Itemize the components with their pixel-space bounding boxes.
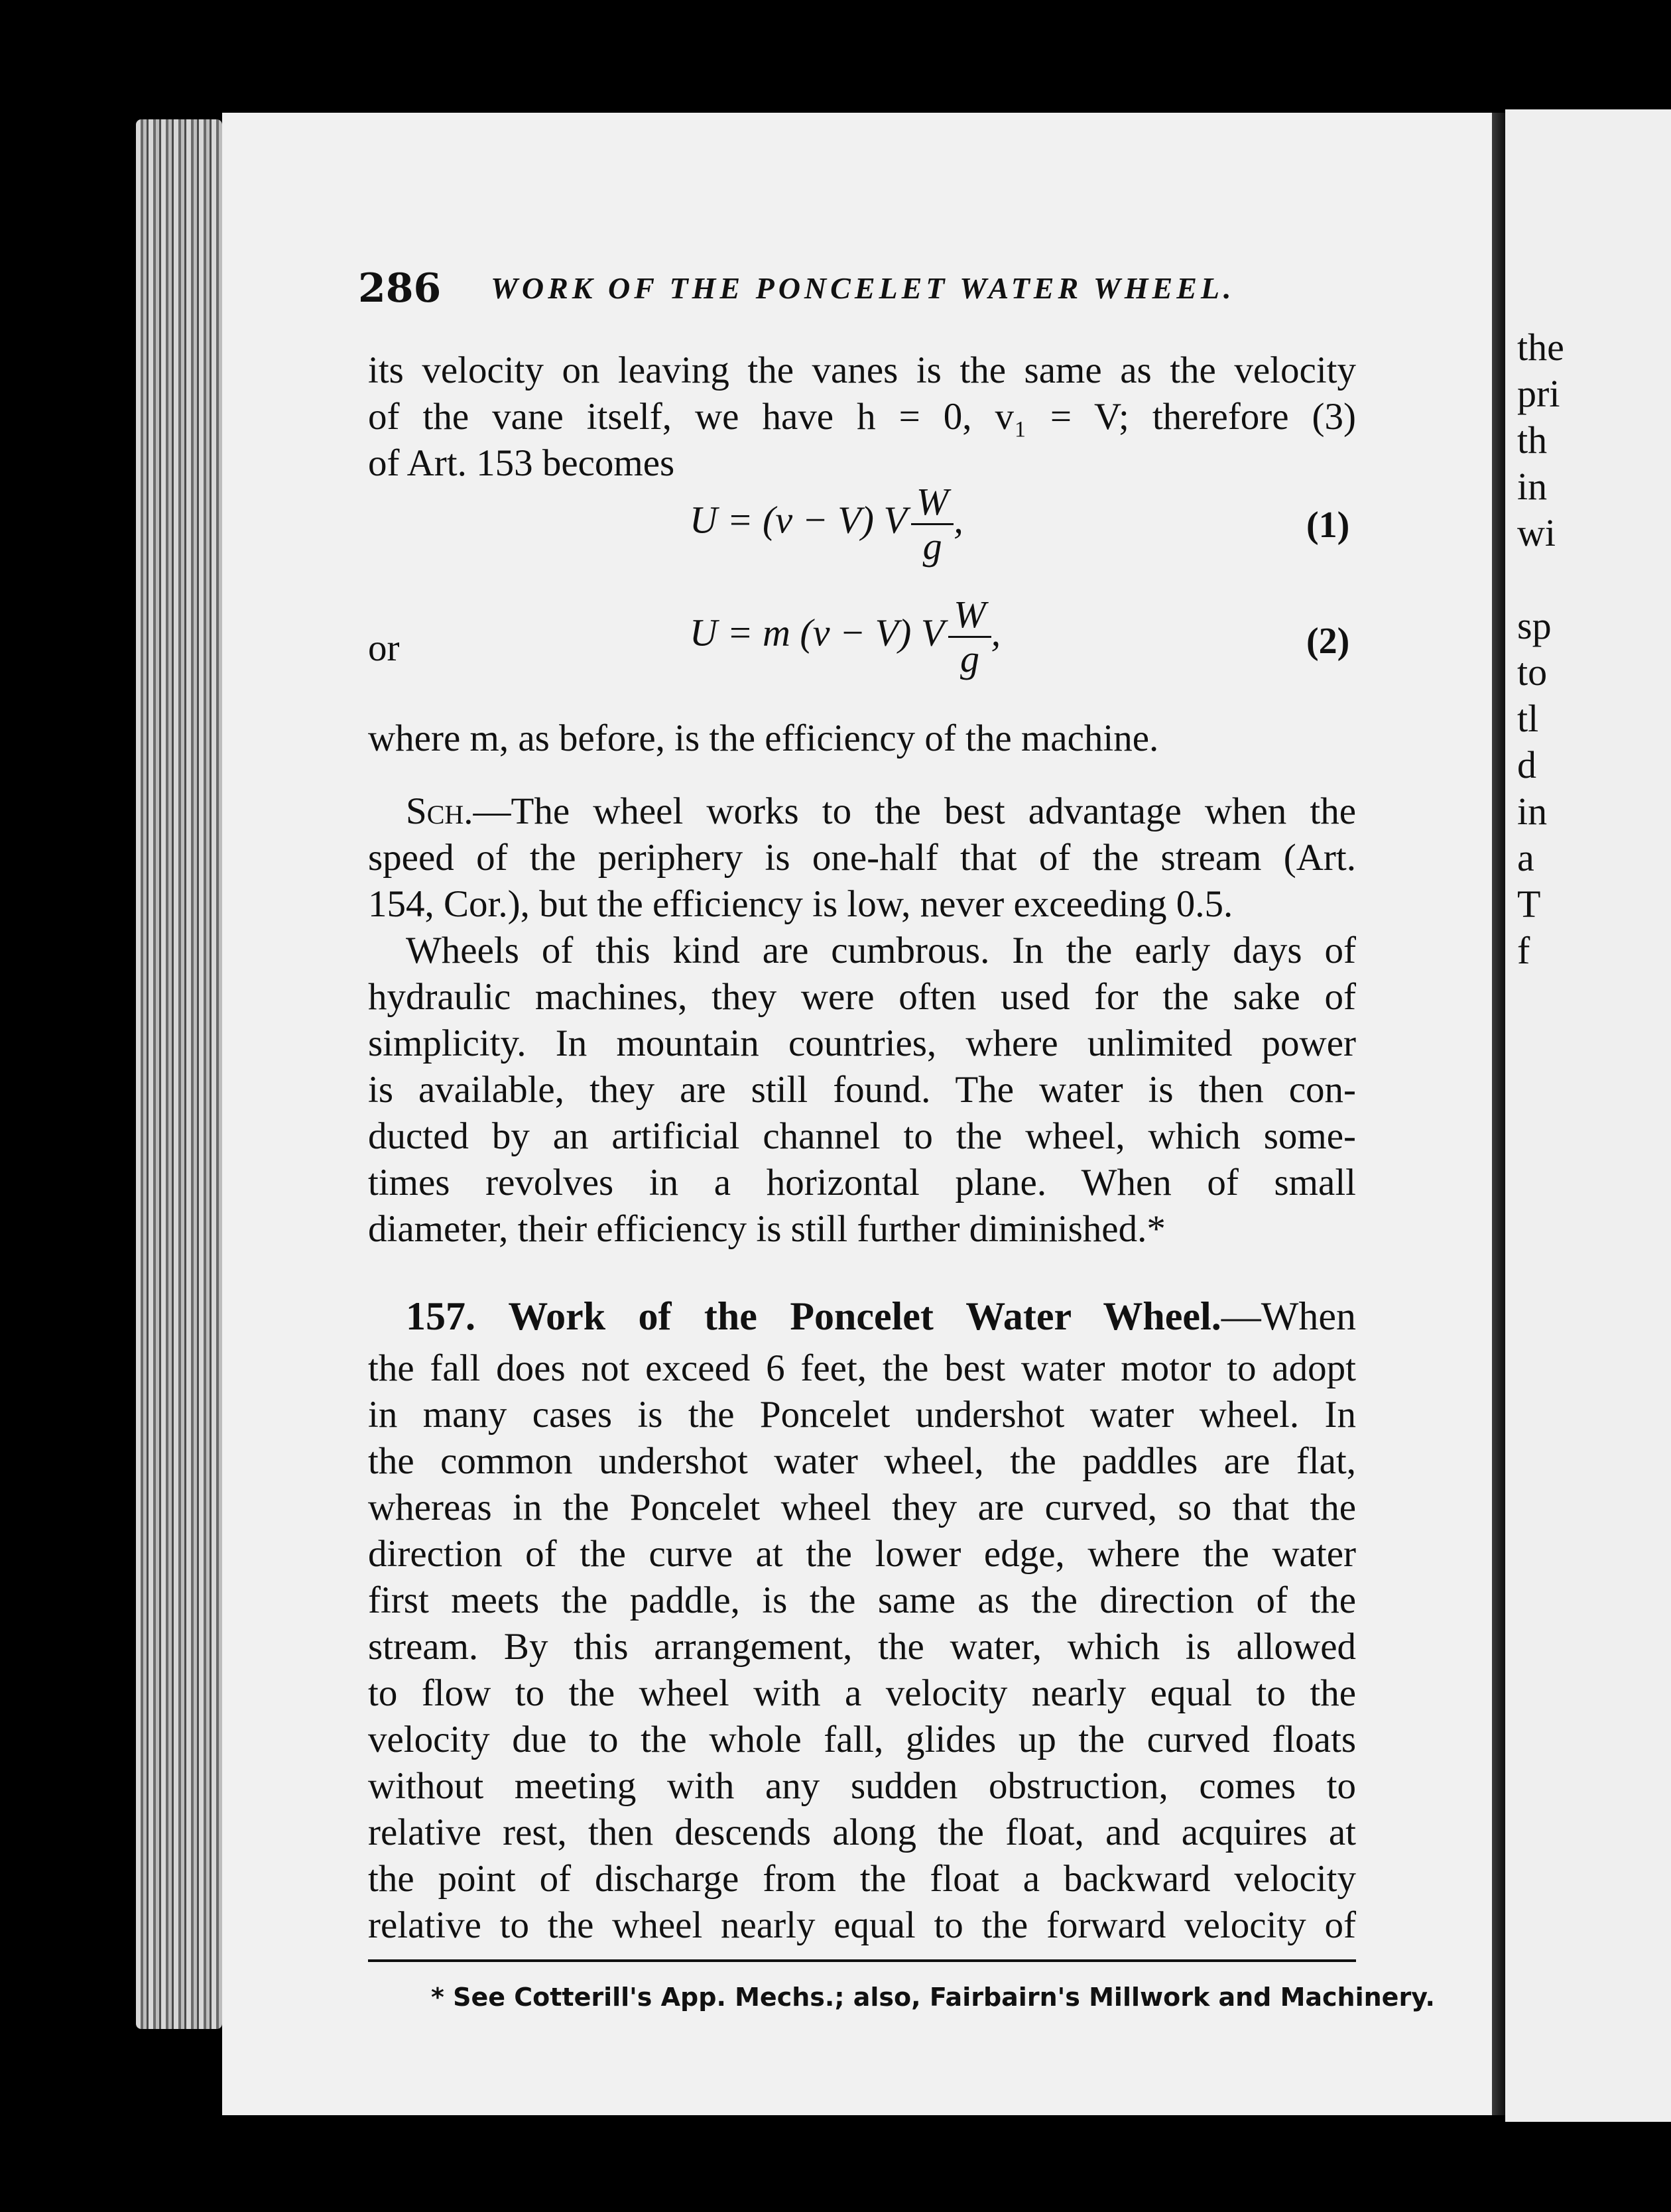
facing-page-text: th	[1517, 418, 1548, 461]
equation-1-expression: U = (v − V) V	[690, 498, 907, 542]
facing-page-text: wi	[1517, 511, 1556, 554]
equation-2	[690, 593, 1001, 680]
text-line: where m, as before, is the efficiency of the machine.	[368, 717, 1159, 759]
text-line: the point of discharge from the float a backward velocity	[368, 1858, 1356, 1900]
facing-page-text: d	[1517, 743, 1536, 786]
fraction-numerator: W	[948, 593, 991, 638]
text-line: 154, Cor.), but the efficiency is low, never exceeding 0.5.	[368, 883, 1233, 925]
book-page-edges	[136, 119, 222, 2029]
or-label: or	[368, 627, 400, 669]
scholium-line	[406, 792, 1356, 830]
book-gutter	[1492, 113, 1505, 2115]
text-line: in many cases is the Poncelet undershot water wheel. In	[368, 1394, 1356, 1436]
text-line: hydraulic machines, they were often used for the sake of	[368, 976, 1356, 1018]
footnote-rule	[368, 1959, 1356, 1962]
fraction-denominator: g	[959, 637, 979, 680]
text-line: relative to the wheel nearly equal to the forward velocity of	[368, 1904, 1356, 1946]
scholium-text: —The wheel works to the best advantage when the	[473, 790, 1356, 832]
facing-page-text: in	[1517, 465, 1548, 508]
fraction-denominator: g	[922, 524, 942, 568]
footnote: * See Cotterill's App. Mechs.; also, Fairbairn's Millwork and Machinery.	[431, 1983, 1435, 2012]
section-heading-line	[406, 1296, 1356, 1336]
equation-2-number: (2)	[1306, 621, 1350, 662]
section-number: 157.	[406, 1294, 475, 1338]
text-line: ducted by an artificial channel to the wheel, which some-	[368, 1115, 1356, 1157]
equation-1-number: (1)	[1306, 505, 1350, 546]
equation-2-fraction	[948, 593, 991, 680]
facing-page-text: a	[1517, 836, 1534, 879]
running-title: WORK OF THE PONCELET WATER WHEEL.	[491, 271, 1235, 305]
text-line: of Art. 153 becomes	[368, 442, 675, 484]
facing-page-text: f	[1517, 929, 1530, 972]
equation-1-comma: ,	[954, 498, 963, 542]
text-line: stream. By this arrangement, the water, which is allowed	[368, 1626, 1356, 1668]
facing-page-fragment	[1505, 109, 1671, 2122]
section-heading-rest: —When	[1221, 1294, 1356, 1338]
equation-1	[690, 481, 963, 568]
text-line: direction of the curve at the lower edge, where the water	[368, 1533, 1356, 1575]
facing-page-text: T	[1517, 883, 1541, 926]
text-line: the common undershot water wheel, the paddles are flat,	[368, 1440, 1356, 1482]
text-line: whereas in the Poncelet wheel they are curved, so that the	[368, 1487, 1356, 1528]
section-title: Work of the Poncelet Water Wheel.	[508, 1294, 1221, 1338]
facing-page-text: pri	[1517, 372, 1560, 415]
text-line: is available, they are still found. The water is then con-	[368, 1069, 1356, 1111]
text-line: relative rest, then descends along the float, and acquires at	[368, 1812, 1356, 1853]
running-header	[358, 265, 1366, 312]
facing-page-text: tl	[1517, 697, 1539, 740]
text-line: diameter, their efficiency is still further diminished.*	[368, 1208, 1166, 1250]
facing-page-text: in	[1517, 790, 1548, 833]
text-line: times revolves in a horizontal plane. When of small	[368, 1162, 1356, 1203]
equation-2-expression: U = m (v − V) V	[690, 611, 945, 654]
text-line: speed of the periphery is one-half that of the stream (Art.	[368, 837, 1356, 879]
text-line: of the vane itself, we have h = 0, v₁ = V; therefore (3)	[368, 396, 1356, 438]
text-line: the fall does not exceed 6 feet, the best water motor to adopt	[368, 1347, 1356, 1389]
fraction-numerator: W	[911, 481, 954, 525]
facing-page-text: to	[1517, 650, 1548, 694]
text-line: simplicity. In mountain countries, where unlimited power	[368, 1022, 1356, 1064]
page-number: 286	[358, 265, 442, 312]
equation-1-fraction	[911, 481, 954, 568]
text-line: its velocity on leaving the vanes is the same as the velocity	[368, 349, 1356, 391]
text-line: to flow to the wheel with a velocity nearly equal to the	[368, 1672, 1356, 1714]
text-line: first meets the paddle, is the same as the direction of the	[368, 1579, 1356, 1621]
equation-2-comma: ,	[991, 611, 1001, 654]
facing-page-text: the	[1517, 326, 1564, 369]
text-line: without meeting with any sudden obstruction, comes to	[368, 1765, 1356, 1807]
facing-page-text: sp	[1517, 604, 1552, 647]
scholium-label: Sch.	[406, 790, 473, 832]
text-line: Wheels of this kind are cumbrous. In the early days of	[406, 930, 1356, 971]
text-line: velocity due to the whole fall, glides up the curved floats	[368, 1719, 1356, 1760]
